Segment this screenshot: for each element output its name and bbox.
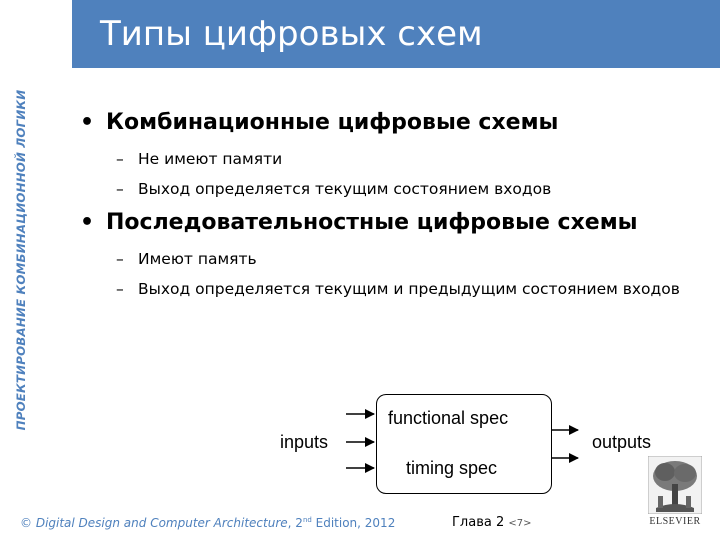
- elsevier-wordmark: ELSEVIER: [649, 516, 701, 527]
- functional-spec-label: functional spec: [388, 408, 509, 428]
- elsevier-logo: [640, 456, 710, 532]
- bullet-text: Комбинационные цифровые схемы: [106, 110, 559, 135]
- edition-suffix: nd: [302, 516, 312, 524]
- subbullet-text: Выход определяется текущим состоянием входов: [138, 180, 552, 198]
- subbullet-text: Не имеют памяти: [138, 150, 283, 168]
- subbullet: [72, 178, 712, 200]
- bullet-combinational: [72, 108, 712, 138]
- dash-icon: –: [116, 280, 124, 298]
- dash-icon: –: [116, 180, 124, 198]
- title-bar: [72, 0, 720, 68]
- subbullet: [72, 148, 712, 170]
- vertical-section-title: [4, 20, 38, 500]
- subbullet-text: Имеют память: [138, 250, 257, 268]
- chapter-label: Глава 2: [452, 515, 505, 530]
- timing-spec-label: timing spec: [406, 458, 498, 478]
- bullet-sequential: [72, 208, 712, 238]
- circuit-diagram: [270, 392, 670, 502]
- page-number: <7>: [508, 518, 532, 529]
- copyright-icon: ©: [20, 516, 32, 530]
- vertical-section-title-text: ПРОЕКТИРОВАНИЕ КОМБИНАЦИОННОЙ ЛОГИКИ: [14, 89, 28, 431]
- footer-page-info: [452, 515, 532, 530]
- bullet-dot-icon: •: [80, 210, 95, 235]
- inputs-label: inputs: [280, 432, 329, 452]
- bullet-list: [72, 108, 712, 308]
- edition-number: , 2: [287, 516, 303, 530]
- book-title: Digital Design and Computer Architecture: [35, 516, 288, 530]
- subbullet: [72, 278, 712, 300]
- footer-copyright: [20, 516, 395, 530]
- elsevier-tree-icon: [648, 456, 702, 514]
- edition-year: Edition, 2012: [311, 516, 396, 530]
- bullet-dot-icon: •: [80, 110, 95, 135]
- bullet-text: Последовательностные цифровые схемы: [106, 210, 638, 235]
- subbullet: [72, 248, 712, 270]
- outputs-label: outputs: [592, 432, 652, 452]
- dash-icon: –: [116, 250, 124, 268]
- subbullet-text: Выход определяется текущим и предыдущим состоянием входов: [138, 280, 680, 298]
- dash-icon: –: [116, 150, 124, 168]
- slide-title: Типы цифровых схем: [100, 14, 483, 54]
